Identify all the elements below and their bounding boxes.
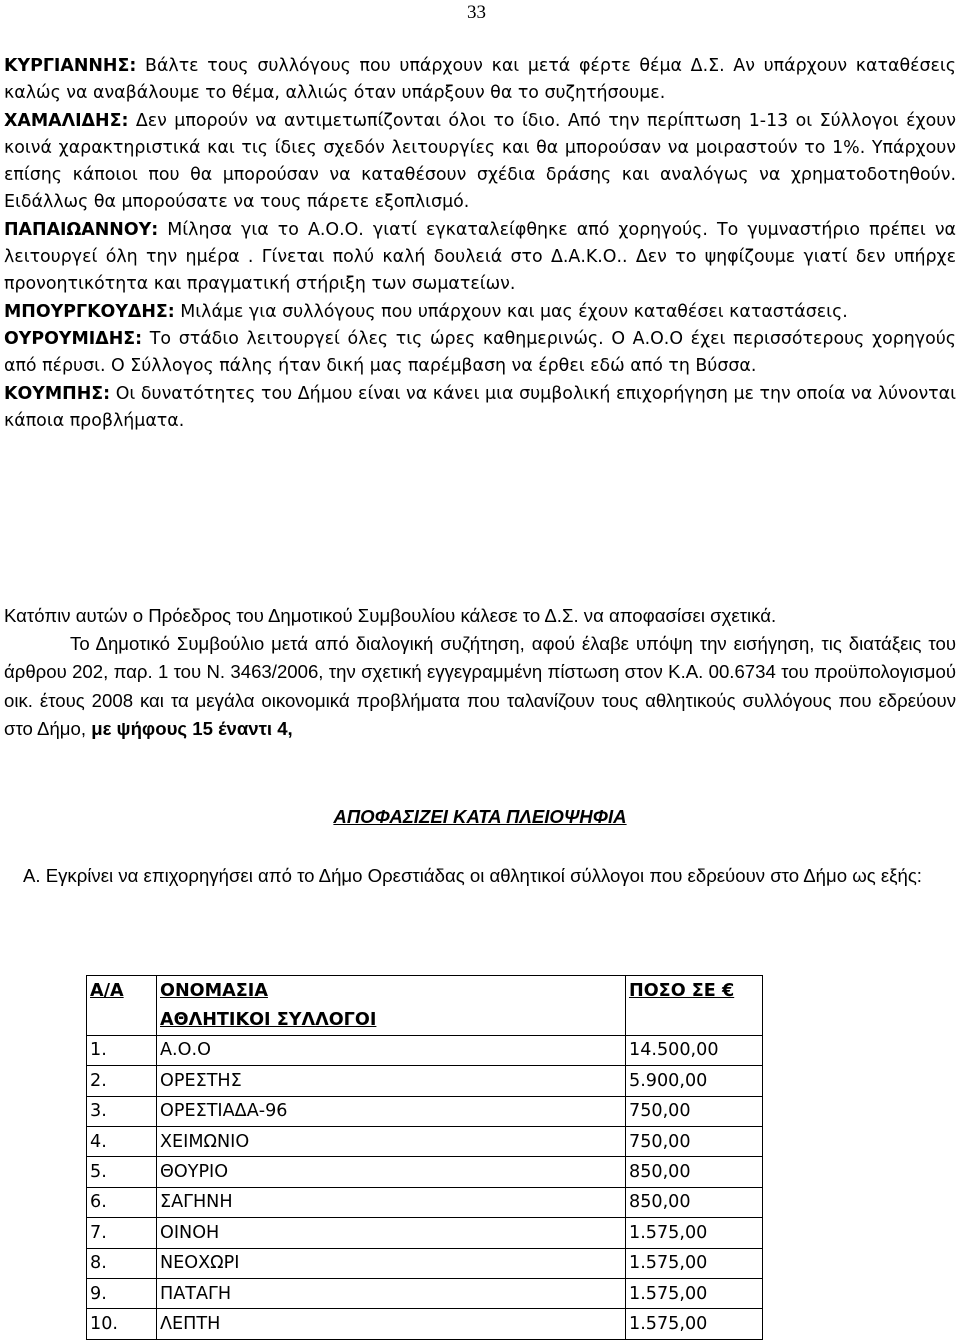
table-row <box>87 1096 763 1126</box>
table-row <box>87 1309 763 1339</box>
table-header-row <box>87 976 763 1006</box>
table-row <box>87 1157 763 1187</box>
decision-body-text: Το Δημοτικό Συμβούλιο μετά από διαλογική συζήτηση, αφού έλαβε υπόψη την εισήγηση, τις διατάξεις του άρθρου 202, παρ. 1 του Ν. 3463/2006, την σχετική εγγεγραμμένη πίστωση στον Κ.Α. 00.6734 του προϋπολογισμού οικ. έτους 2008 και τα μεγάλα οικονομικά προβλήματα που ταλανίζουν τους αθλητικούς συλλόγους που εδρεύουν στο Δήμο, <box>4 633 956 739</box>
row-name: ΟΡΕΣΤΙΑΔΑ-96 <box>157 1096 626 1126</box>
approval-paragraph: Α. Εγκρίνει να επιχορηγήσει από το Δήμο Ορεστιάδας οι αθλητικοί σύλλογοι που εδρεύουν στο Δήμο ως εξής: <box>23 865 922 886</box>
table-row <box>87 1126 763 1156</box>
statement-text: Βάλτε τους συλλόγους που υπάρχουν και μετά φέρτε θέμα Δ.Σ. Αν υπάρχουν καταθέσεις καλώς να αναβάλουμε το θέμα, αλλιώς όταν υπάρξουν θα το συζητήσουμε. <box>4 56 956 104</box>
row-amount: 14.500,00 <box>626 1035 763 1065</box>
row-amount: 1.575,00 <box>626 1248 763 1278</box>
row-index: 8. <box>87 1248 157 1278</box>
row-name: Α.Ο.Ο <box>157 1035 626 1065</box>
header-index: Α/Α <box>87 976 157 1006</box>
resolution-title: ΑΠΟΦΑΣΙΖΕΙ ΚΑΤΑ ΠΛΕΙΟΨΗΦΙΑ <box>333 806 627 827</box>
decision-body <box>4 630 956 743</box>
table-row <box>87 1066 763 1096</box>
statement-text: Μιλάμε για συλλόγους που υπάρχουν και μας έχουν καταθέσει καταστάσεις. <box>174 301 848 322</box>
header-amount: ΠΟΣΟ ΣΕ € <box>626 976 763 1006</box>
speaker-name: ΜΠΟΥΡΓΚΟΥΔΗΣ: <box>4 301 175 322</box>
statement-chamalidis <box>4 108 956 217</box>
row-name: ΛΕΠΤΗ <box>157 1309 626 1339</box>
statement-ouroumidis <box>4 326 956 381</box>
row-name: ΟΙΝΟΗ <box>157 1218 626 1248</box>
row-index: 6. <box>87 1187 157 1217</box>
row-amount: 750,00 <box>626 1096 763 1126</box>
row-name: ΘΟΥΡΙΟ <box>157 1157 626 1187</box>
row-index: 5. <box>87 1157 157 1187</box>
decision-section <box>4 602 956 743</box>
row-index: 3. <box>87 1096 157 1126</box>
row-name: ΣΑΓΗΝΗ <box>157 1187 626 1217</box>
statement-koumpis <box>4 381 956 436</box>
row-amount: 1.575,00 <box>626 1309 763 1339</box>
table-row <box>87 1278 763 1308</box>
row-amount: 750,00 <box>626 1126 763 1156</box>
table-row <box>87 1218 763 1248</box>
speaker-name: ΠΑΠΑΙΩΑΝΝΟΥ: <box>4 219 159 240</box>
header-amount-blank <box>626 1005 763 1035</box>
statement-kyrgiannis <box>4 53 956 108</box>
row-index: 4. <box>87 1126 157 1156</box>
row-name: ΧΕΙΜΩΝΙΟ <box>157 1126 626 1156</box>
statement-papaioannou <box>4 217 956 299</box>
table-row <box>87 1187 763 1217</box>
row-name: ΟΡΕΣΤΗΣ <box>157 1066 626 1096</box>
table-row <box>87 1035 763 1065</box>
row-index: 2. <box>87 1066 157 1096</box>
statement-text: Δεν μπορούν να αντιμετωπίζονται όλοι το ίδιο. Από την περίπτωση 1-13 οι Σύλλογοι έχουν κοινά χαρακτηριστικά και τις ίδιες σχεδόν λειτουργίες και θα μπορούσαν να μοιραστούν το 1%. Υπάρχουν επίσης κάποιοι που θα μπορούσαν να καταθέσουν σχέδια δράσης και αναλόγως να χρηματοδοτηθούν. Ειδάλλως θα μπορούσατε να τους πάρετε εξοπλισμό. <box>4 110 956 213</box>
header-name-sub: ΑΘΛΗΤΙΚΟΙ ΣΥΛΛΟΓΟΙ <box>157 1005 626 1035</box>
row-name: ΝΕΟΧΩΡΙ <box>157 1248 626 1278</box>
row-amount: 850,00 <box>626 1157 763 1187</box>
row-index: 10. <box>87 1309 157 1339</box>
row-amount: 5.900,00 <box>626 1066 763 1096</box>
speaker-name: ΚΟΥΜΠΗΣ: <box>4 383 111 404</box>
row-name: ΠΑΤΑΓΗ <box>157 1278 626 1308</box>
row-amount: 1.575,00 <box>626 1218 763 1248</box>
header-index-blank <box>87 1005 157 1035</box>
speaker-name: ΚΥΡΓΙΑΝΝΗΣ: <box>4 56 137 76</box>
statement-mpourgkoudis <box>4 299 956 326</box>
vote-result: με ψήφους 15 έναντι 4, <box>91 717 293 739</box>
row-index: 1. <box>87 1035 157 1065</box>
speaker-name: ΟΥΡΟΥΜΙΔΗΣ: <box>4 328 143 349</box>
page-number: 33 <box>467 2 486 23</box>
table-header-row-2 <box>87 1005 763 1035</box>
row-amount: 850,00 <box>626 1187 763 1217</box>
row-amount: 1.575,00 <box>626 1278 763 1308</box>
discussion-section <box>4 53 956 435</box>
grants-table <box>86 975 763 1340</box>
table-row <box>87 1248 763 1278</box>
decision-intro: Κατόπιν αυτών ο Πρόεδρος του Δημοτικού Συμβουλίου κάλεσε το Δ.Σ. να αποφασίσει σχετικά. <box>4 605 777 626</box>
speaker-name: ΧΑΜΑΛΙΔΗΣ: <box>4 110 129 131</box>
header-name: ΟΝΟΜΑΣΙΑ <box>157 976 626 1006</box>
row-index: 9. <box>87 1278 157 1308</box>
approval-text <box>4 862 954 890</box>
statement-text: Μίλησα για το Α.Ο.Ο. γιατί εγκαταλείφθηκε από χορηγούς. Το γυμναστήριο πρέπει να λειτουργεί όλη την ημέρα . Γίνεται πολύ καλή δουλειά στο Δ.Α.Κ.Ο.. Δεν το ψηφίζουμε γιατί δεν υπήρχε προνοητικότητα και πραγματική στήριξη των σωματείων. <box>4 219 956 295</box>
statement-text: Το στάδιο λειτουργεί όλες τις ώρες καθημερινώς. Ο Α.Ο.Ο έχει περισσότερους χορηγούς από πέρυσι. Ο Σύλλογος πάλης ήταν δική μας παρέμβαση να έρθει εδώ από τη Βύσσα. <box>4 328 956 377</box>
statement-text: Οι δυνατότητες του Δήμου είναι να κάνει μια συμβολική επιχορήγηση με την οποία να λύνονται κάποια προβλήματα. <box>4 383 956 431</box>
row-index: 7. <box>87 1218 157 1248</box>
